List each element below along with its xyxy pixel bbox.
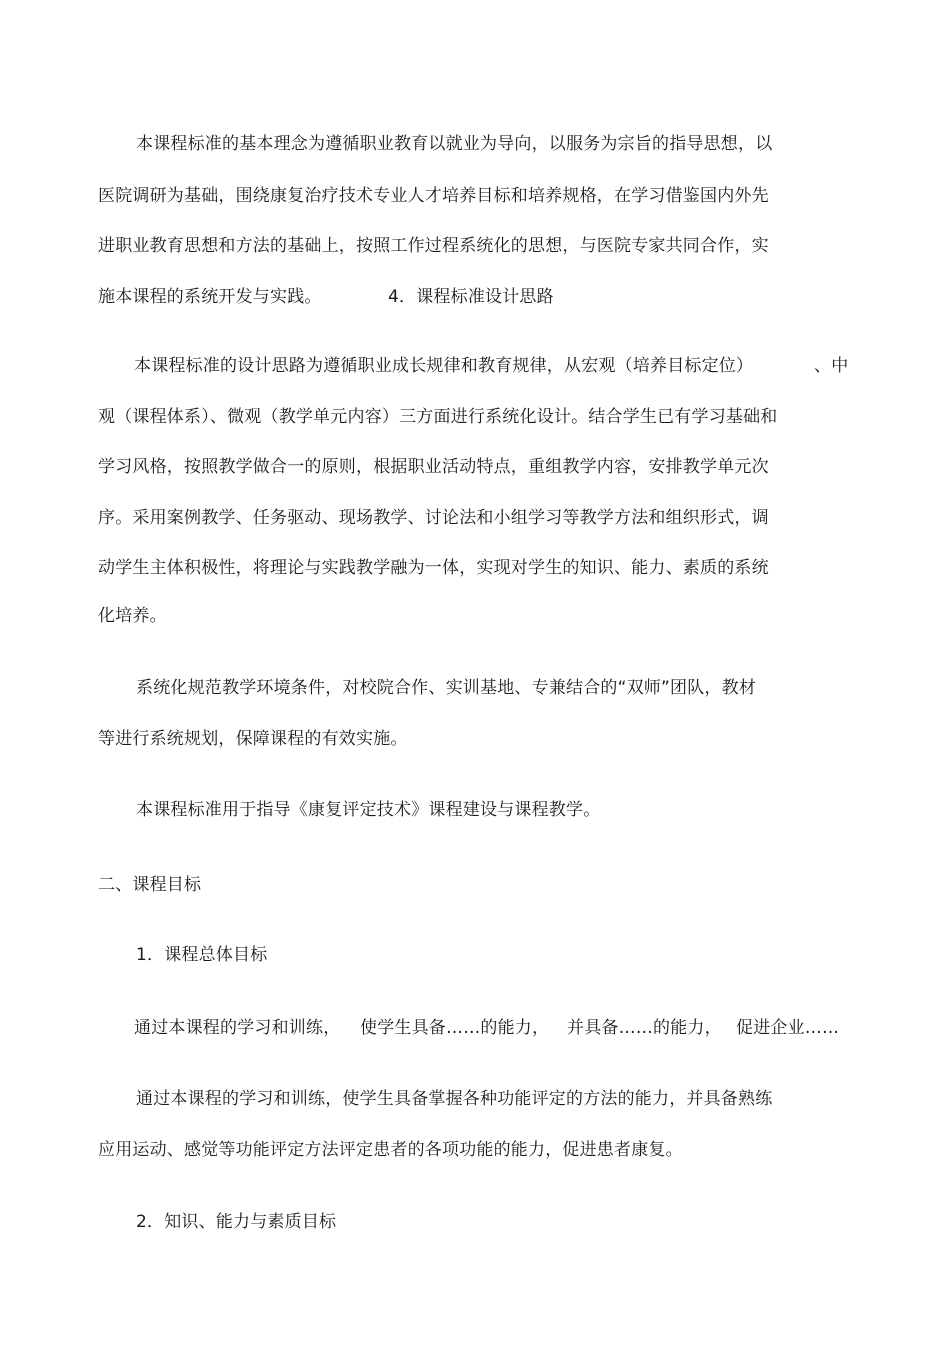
template-line-part-a: 通过本课程的学习和训练，	[134, 1018, 341, 1038]
paragraph-5-line-1: 通过本课程的学习和训练，使学生具备掌握各种功能评定的方法的能力，并具备熟练	[136, 1089, 773, 1109]
paragraph-3-line-1: 系统化规范教学环境条件，对校院合作、实训基地、专兼结合的“双师”团队，教材	[136, 678, 757, 698]
paragraph-2-line-6: 化培养。	[98, 606, 167, 626]
subheading-2-knowledge-ability-quality: 2．知识、能力与素质目标	[136, 1212, 337, 1232]
paragraph-1-line-3: 进职业教育思想和方法的基础上，按照工作过程系统化的思想，与医院专家共同合作，实	[98, 236, 769, 256]
heading-4-design-approach: 4．课程标准设计思路	[388, 287, 554, 307]
paragraph-5-line-2: 应用运动、感觉等功能评定方法评定患者的各项功能的能力，促进患者康复。	[98, 1140, 683, 1160]
template-line-part-b: 使学生具备……的能力，	[360, 1018, 550, 1038]
template-line-part-d: 促进企业……	[736, 1018, 840, 1038]
paragraph-1-line-4: 施本课程的系统开发与实践。	[98, 287, 322, 307]
template-line-part-c: 并具备……的能力，	[567, 1018, 722, 1038]
section-2-heading: 二、课程目标	[98, 875, 202, 895]
paragraph-2-line-3: 学习风格，按照教学做合一的原则，根据职业活动特点，重组教学内容，安排教学单元次	[98, 457, 769, 477]
paragraph-4: 本课程标准用于指导《康复评定技术》课程建设与课程教学。	[136, 800, 601, 820]
subheading-1-overall-goal: 1．课程总体目标	[136, 945, 268, 965]
paragraph-1-line-1: 本课程标准的基本理念为遵循职业教育以就业为导向，以服务为宗旨的指导思想，以	[136, 134, 773, 154]
paragraph-3-line-2: 等进行系统规划，保障课程的有效实施。	[98, 729, 408, 749]
paragraph-2-line-5: 动学生主体积极性，将理论与实践教学融为一体，实现对学生的知识、能力、素质的系统	[98, 558, 769, 578]
paragraph-2-line-1-end: 、中	[814, 356, 849, 376]
paragraph-2-line-2: 观（课程体系）、微观（教学单元内容）三方面进行系统化设计。结合学生已有学习基础和	[98, 407, 778, 427]
paragraph-2-line-4: 序。采用案例教学、任务驱动、现场教学、讨论法和小组学习等教学方法和组织形式，调	[98, 508, 769, 528]
paragraph-1-line-2: 医院调研为基础，围绕康复治疗技术专业人才培养目标和培养规格，在学习借鉴国内外先	[98, 186, 769, 206]
paragraph-2-line-1: 本课程标准的设计思路为遵循职业成长规律和教育规律，从宏观（培养目标定位）	[134, 356, 754, 376]
